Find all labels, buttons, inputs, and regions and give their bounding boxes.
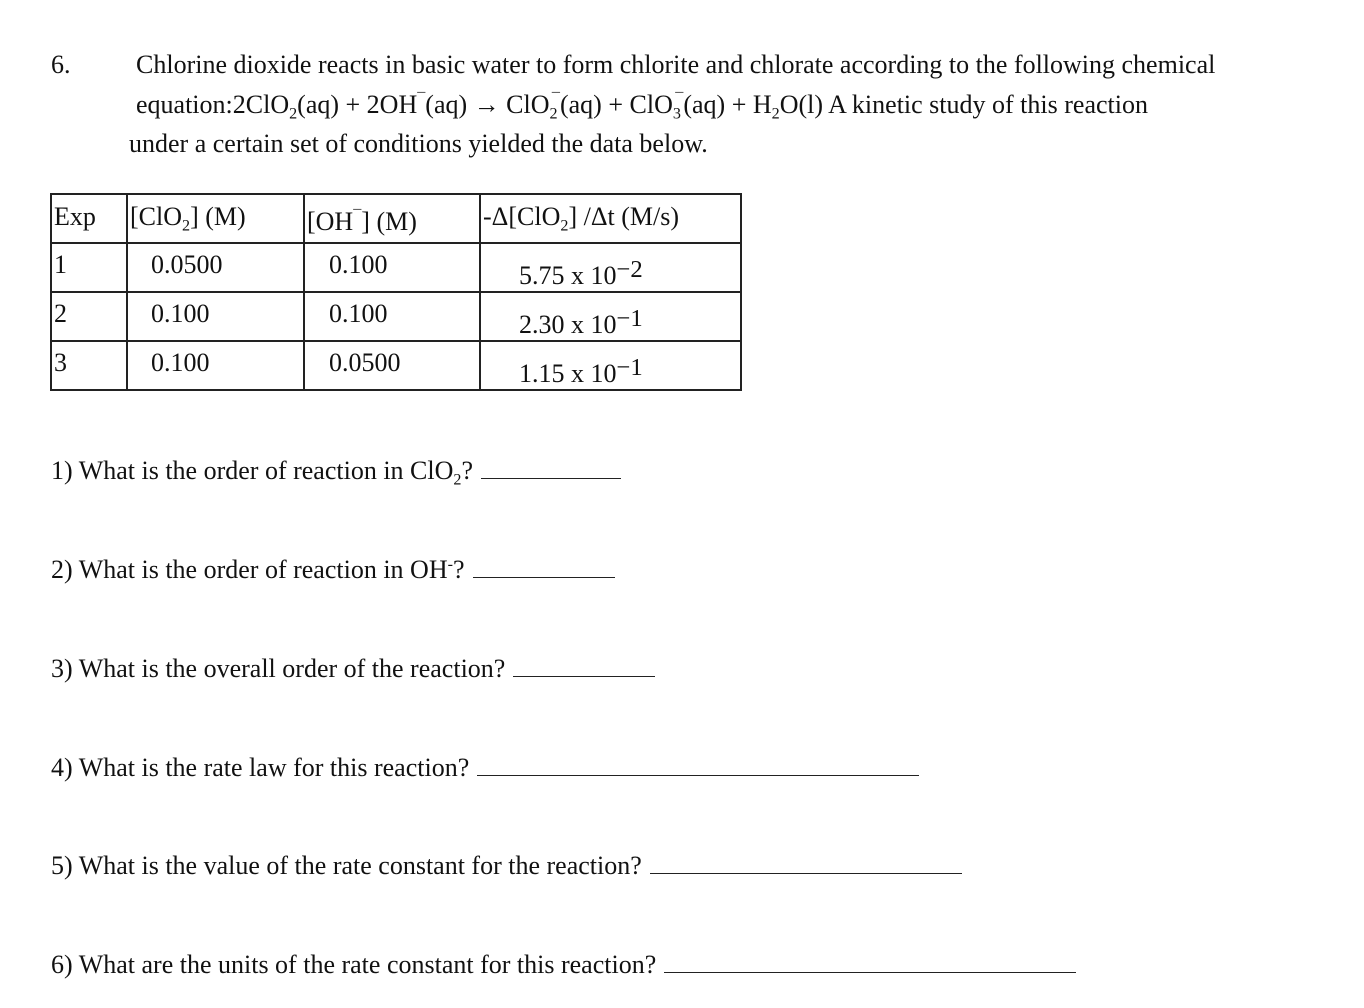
header-text: ] /Δt (M/s) [568, 202, 680, 231]
eq-sub: 2 [289, 105, 298, 123]
eq-sup: ¯ [417, 91, 426, 109]
question-4 [51, 753, 919, 783]
cell-clo2: 0.100 [127, 341, 304, 390]
rate-exponent: −1 [616, 305, 643, 332]
question-1 [51, 456, 621, 489]
header-sub: 2 [182, 217, 191, 235]
question-text: 6) What are the units of the rate constant for this reaction? [51, 950, 657, 979]
header-text: [OH [307, 207, 354, 236]
header-sub: 2 [560, 217, 569, 235]
question-2 [51, 555, 615, 585]
header-text: [ClO [130, 202, 182, 231]
cell-rate [480, 292, 741, 341]
question-text: 2) What is the order of reaction in OH [51, 555, 448, 584]
question-5 [51, 851, 962, 881]
eq-text: equation:2ClO [136, 90, 290, 119]
cell-exp: 1 [51, 243, 127, 292]
question-text: 3) What is the overall order of the reaction? [51, 654, 506, 683]
rate-mantissa: 2.30 x 10 [519, 309, 617, 339]
question-text: 1) What is the order of reaction in ClO [51, 456, 454, 485]
header-text: ] (M) [190, 202, 246, 231]
cell-oh: 0.100 [304, 243, 480, 292]
rate-mantissa: 5.75 x 10 [519, 260, 617, 290]
kinetics-data-table [50, 193, 742, 391]
cell-clo2: 0.100 [127, 292, 304, 341]
eq-text: (aq) + ClO [559, 90, 673, 119]
eq-text: (aq) + 2OH [297, 90, 418, 119]
question-text: ? [461, 456, 474, 485]
eq-sub: 3 [672, 105, 681, 123]
header-oh [304, 194, 480, 243]
question-sub: 2 [453, 471, 462, 489]
answer-blank-4[interactable] [477, 753, 919, 776]
rate-mantissa: 1.15 x 10 [519, 358, 617, 388]
table-header-row [51, 194, 741, 243]
answer-blank-1[interactable] [481, 456, 621, 479]
table-row [51, 292, 741, 341]
cell-rate [480, 243, 741, 292]
rate-exponent: −2 [616, 256, 643, 283]
answer-blank-2[interactable] [473, 555, 615, 578]
cell-clo2: 0.0500 [127, 243, 304, 292]
eq-sup: ¯ [551, 91, 560, 109]
question-text: 5) What is the value of the rate constant for the reaction? [51, 851, 642, 880]
cell-oh: 0.100 [304, 292, 480, 341]
cell-exp: 3 [51, 341, 127, 390]
question-sup: - [447, 556, 453, 574]
intro-line-3: under a certain set of conditions yielded the data below. [129, 129, 708, 158]
table-row [51, 243, 741, 292]
question-6 [51, 950, 1076, 980]
question-text: ? [453, 555, 465, 584]
eq-text: O(l) A kinetic study of this reaction [779, 90, 1148, 119]
problem-number: 6. [51, 50, 71, 79]
eq-text: (aq) → ClO [425, 90, 550, 119]
question-text: 4) What is the rate law for this reaction? [51, 753, 470, 782]
cell-oh: 0.0500 [304, 341, 480, 390]
header-text: -Δ[ClO [483, 202, 561, 231]
header-rate [480, 194, 741, 243]
header-sup: ¯ [353, 208, 362, 226]
header-exp: Exp [51, 194, 127, 243]
table-row [51, 341, 741, 390]
eq-sub: 2 [771, 105, 780, 123]
cell-rate [480, 341, 741, 390]
cell-exp: 2 [51, 292, 127, 341]
header-text: ] (M) [361, 207, 417, 236]
header-clo2 [127, 194, 304, 243]
question-3 [51, 654, 655, 684]
eq-sup: ¯ [675, 91, 684, 109]
answer-blank-5[interactable] [650, 851, 962, 874]
answer-blank-3[interactable] [513, 654, 655, 677]
intro-line-1: Chlorine dioxide reacts in basic water to form chlorite and chlorate according to the following chemical [136, 50, 1216, 79]
eq-text: (aq) + H [683, 90, 772, 119]
answer-blank-6[interactable] [664, 950, 1076, 973]
intro-line-2-equation [136, 90, 1148, 123]
rate-exponent: −1 [616, 354, 643, 381]
eq-sub: 2 [549, 105, 558, 123]
